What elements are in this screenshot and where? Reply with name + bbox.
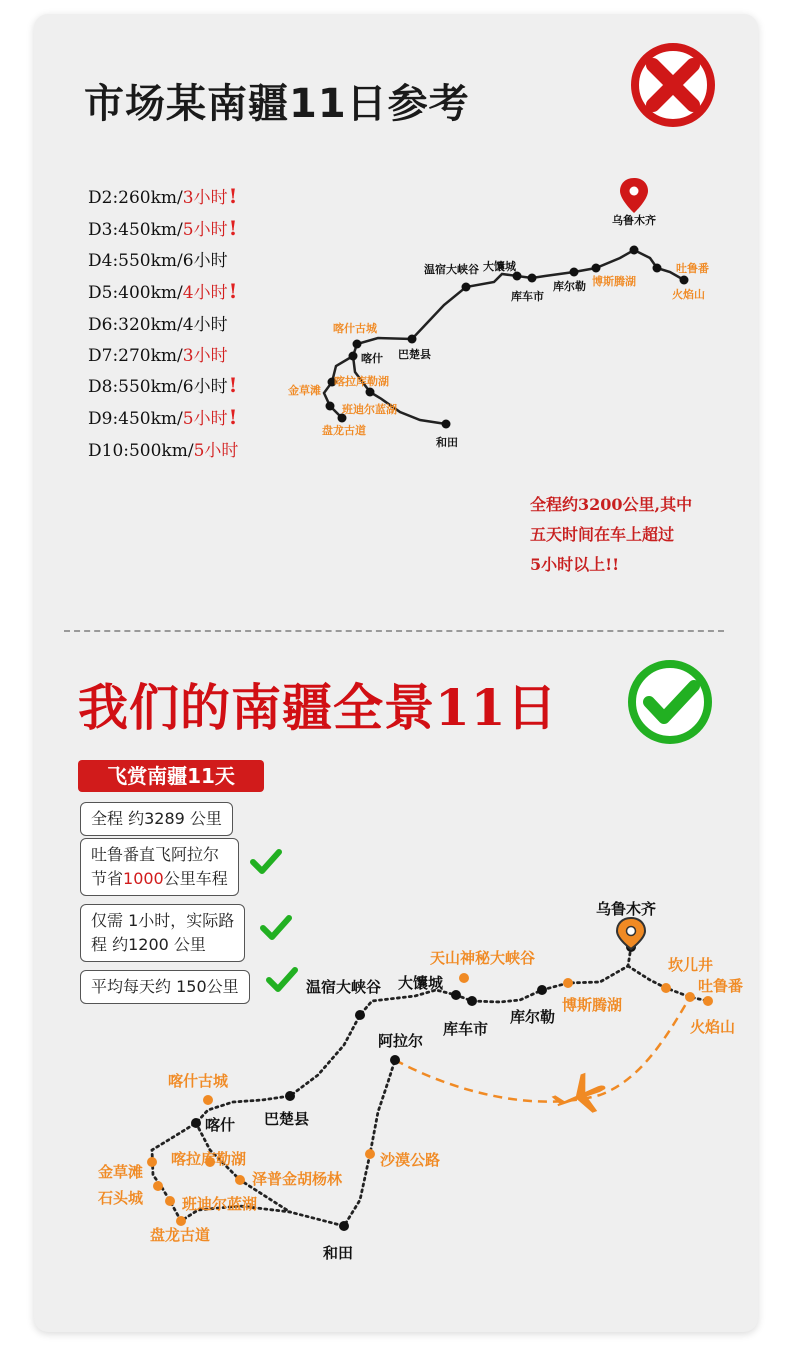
trip-tag: 飞赏南疆11天 — [78, 760, 264, 792]
label-turpan: 吐鲁番 — [676, 262, 709, 275]
saving-number: 1000 — [123, 869, 164, 888]
map-pin-icon — [620, 178, 648, 213]
warning-icon: ! — [228, 405, 238, 429]
warning-icon: ! — [228, 184, 238, 208]
section-divider — [64, 630, 724, 632]
day-row — [88, 372, 237, 397]
summary-line: 全程约3200公里,其中 — [530, 495, 693, 514]
day-distance: D10:500km/ — [88, 441, 194, 461]
market-itinerary-title: 市场某南疆11日参考 — [84, 81, 470, 127]
label-korla: 库尔勒 — [510, 1008, 556, 1026]
day-row — [88, 436, 238, 461]
label-urumqi: 乌鲁木齐 — [595, 900, 657, 918]
label-urumqi: 乌鲁木齐 — [612, 214, 656, 227]
label-bandi: 班迪尔蓝湖 — [342, 403, 397, 416]
day-drive-time: 4小时 — [182, 283, 228, 303]
day-row — [88, 246, 228, 271]
day-drive-time: 4小时 — [182, 315, 228, 335]
label-tianshan: 天山神秘大峡谷 — [430, 949, 536, 967]
summary-line: 五天时间在车上超过 — [530, 525, 675, 544]
day-drive-time: 5小时 — [182, 220, 228, 240]
cross-icon — [628, 40, 718, 130]
label-kuqa: 库车市 — [443, 1020, 489, 1038]
label-zepu: 泽普金胡杨林 — [252, 1170, 343, 1188]
label-alar: 阿拉尔 — [378, 1032, 424, 1050]
label-kala: 喀拉库勒湖 — [171, 1150, 247, 1168]
day-row — [88, 183, 237, 208]
label-daxiang: 大馕城 — [398, 974, 444, 992]
day-row — [88, 278, 237, 303]
day-row — [88, 404, 237, 429]
day-distance: D8:550km/ — [88, 377, 183, 397]
label-wensu: 温宿大峡谷 — [424, 263, 479, 276]
day-distance: D5:400km/ — [88, 283, 183, 303]
day-drive-time: 5小时 — [182, 409, 228, 429]
day-drive-time: 3小时 — [182, 346, 228, 366]
label-kashgar-old: 喀什古城 — [168, 1072, 229, 1090]
label-jincao: 金草滩 — [98, 1163, 144, 1181]
warning-icon: ! — [228, 279, 238, 303]
airplane-icon — [548, 1068, 612, 1124]
saving-pre: 节省 — [91, 869, 124, 888]
label-hotan: 和田 — [323, 1244, 354, 1262]
our-itinerary-title: 我们的南疆全景11日 — [78, 678, 558, 737]
check-icon — [250, 848, 282, 876]
market-route-map — [280, 170, 720, 460]
label-panlong: 盘龙古道 — [150, 1226, 211, 1244]
day-distance: D2:260km/ — [88, 188, 183, 208]
market-summary — [530, 490, 730, 580]
label-bachu: 巴楚县 — [398, 348, 431, 361]
label-shitou: 石头城 — [98, 1189, 144, 1207]
saving-post: 公里车程 — [163, 869, 228, 888]
label-bosten: 博斯腾湖 — [592, 275, 636, 288]
map-pin-icon — [617, 918, 645, 949]
label-kashgar: 喀什 — [361, 352, 383, 365]
day-distance: D6:320km/ — [88, 315, 183, 335]
label-wensu: 温宿大峡谷 — [306, 978, 382, 996]
warning-icon: ! — [228, 216, 238, 240]
day-row — [88, 341, 228, 366]
label-kashgar: 喀什 — [205, 1116, 236, 1134]
duration-line-1: 仅需 1小时，实际路 — [91, 911, 235, 930]
label-bosten: 博斯腾湖 — [562, 996, 623, 1014]
label-hotan: 和田 — [436, 436, 458, 449]
flight-line: 吐鲁番直飞阿拉尔 — [91, 845, 220, 864]
day-drive-time: 6小时 — [182, 251, 228, 271]
total-distance-box: 全程 约3289 公里 — [80, 802, 233, 836]
label-turpan: 吐鲁番 — [698, 977, 744, 995]
duration-line-2: 程 约1200 公里 — [91, 935, 206, 954]
summary-line: 5小时以上!! — [530, 555, 620, 574]
day-distance: D3:450km/ — [88, 220, 183, 240]
label-panlong: 盘龙古道 — [322, 424, 366, 437]
day-distance: D9:450km/ — [88, 409, 183, 429]
label-kuqa: 库车市 — [511, 290, 544, 303]
label-kashgar-old: 喀什古城 — [333, 322, 377, 335]
daily-average-box: 平均每天约 150公里 — [80, 970, 250, 1004]
label-bachu: 巴楚县 — [264, 1110, 310, 1128]
label-desert: 沙漠公路 — [380, 1151, 441, 1169]
label-flaming: 火焰山 — [672, 288, 705, 301]
day-drive-time: 3小时 — [182, 188, 228, 208]
label-daxiang: 大馕城 — [483, 260, 516, 273]
day-drive-time: 6小时 — [182, 377, 228, 397]
label-jincao: 金草滩 — [288, 384, 321, 397]
label-bandi: 班迪尔蓝湖 — [182, 1195, 258, 1213]
check-circle-icon — [624, 656, 716, 748]
our-route-map — [80, 880, 760, 1280]
label-kala: 喀拉库勒湖 — [334, 375, 389, 388]
day-row — [88, 310, 228, 335]
warning-icon: ! — [228, 373, 238, 397]
day-drive-time: 5小时 — [193, 441, 239, 461]
label-kanerjing: 坎儿井 — [668, 956, 714, 974]
label-flaming: 火焰山 — [690, 1018, 736, 1036]
day-row — [88, 215, 237, 240]
day-distance: D7:270km/ — [88, 346, 183, 366]
day-distance: D4:550km/ — [88, 251, 183, 271]
label-korla: 库尔勒 — [553, 280, 586, 293]
